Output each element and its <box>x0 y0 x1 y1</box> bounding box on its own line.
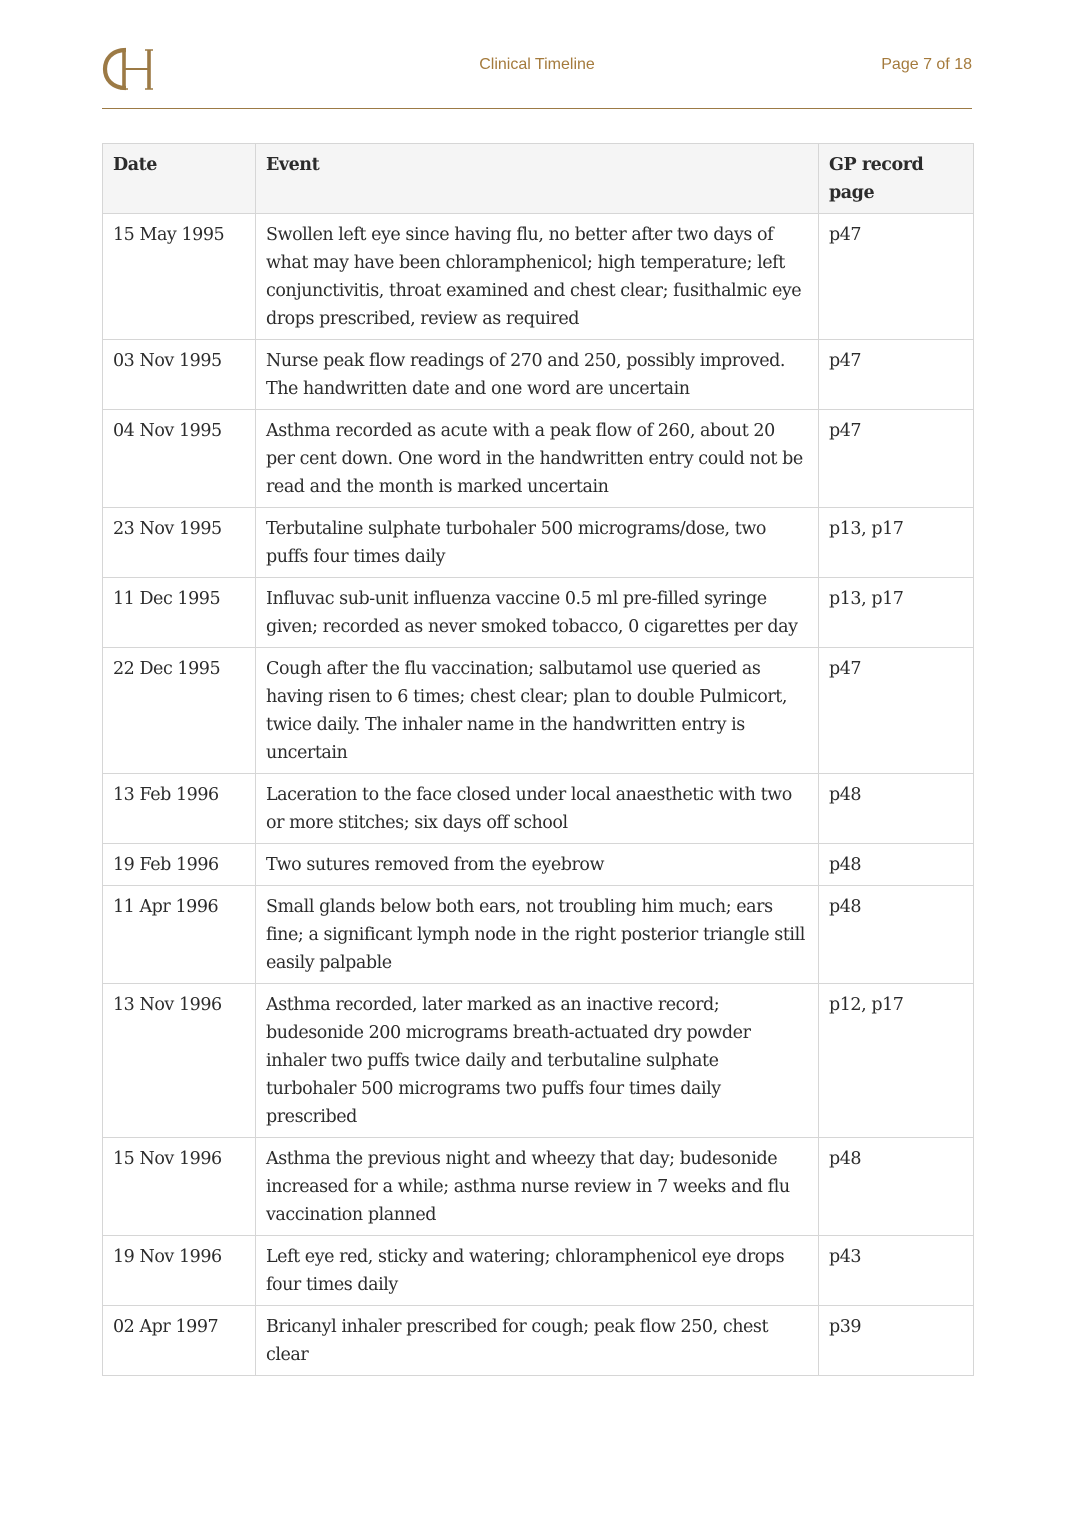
table-row <box>103 340 974 410</box>
cell-event: Two sutures removed from the eyebrow <box>256 844 819 886</box>
cell-event: Cough after the flu vaccination; salbutamol use queried as having risen to 6 times; chest clear; plan to double Pulmicort, twice daily. The inhaler name in the handwritten entry is uncertain <box>256 648 819 774</box>
cell-event: Left eye red, sticky and watering; chloramphenicol eye drops four times daily <box>256 1236 819 1306</box>
cell-gp-page: p48 <box>819 886 974 984</box>
table-row <box>103 1236 974 1306</box>
cell-date: 15 May 1995 <box>103 214 256 340</box>
cell-event: Asthma recorded as acute with a peak flow of 260, about 20 per cent down. One word in the handwritten entry could not be read and the month is marked uncertain <box>256 410 819 508</box>
cell-event: Laceration to the face closed under local anaesthetic with two or more stitches; six days off school <box>256 774 819 844</box>
table-row <box>103 886 974 984</box>
table-row <box>103 774 974 844</box>
cell-date: 11 Dec 1995 <box>103 578 256 648</box>
cell-gp-page: p47 <box>819 648 974 774</box>
cell-gp-page: p13, p17 <box>819 508 974 578</box>
cell-gp-page: p13, p17 <box>819 578 974 648</box>
table-row <box>103 410 974 508</box>
cell-gp-page: p12, p17 <box>819 984 974 1138</box>
table-row <box>103 508 974 578</box>
cell-gp-page: p47 <box>819 340 974 410</box>
page-number: Page 7 of 18 <box>881 56 972 73</box>
cell-gp-page: p48 <box>819 774 974 844</box>
cell-date: 11 Apr 1996 <box>103 886 256 984</box>
table-row <box>103 1306 974 1376</box>
table-header-row <box>103 144 974 214</box>
page-header <box>102 0 972 109</box>
cell-event: Nurse peak flow readings of 270 and 250, possibly improved. The handwritten date and one word are uncertain <box>256 340 819 410</box>
cell-gp-page: p43 <box>819 1236 974 1306</box>
cell-event: Bricanyl inhaler prescribed for cough; peak flow 250, chest clear <box>256 1306 819 1376</box>
cell-gp-page: p48 <box>819 1138 974 1236</box>
document-title: Clinical Timeline <box>479 56 595 73</box>
cell-date: 03 Nov 1995 <box>103 340 256 410</box>
cell-date: 04 Nov 1995 <box>103 410 256 508</box>
cell-event: Small glands below both ears, not troubling him much; ears fine; a significant lymph node in the right posterior triangle still easily palpable <box>256 886 819 984</box>
cell-date: 19 Feb 1996 <box>103 844 256 886</box>
column-header-event: Event <box>256 144 819 214</box>
cell-date: 23 Nov 1995 <box>103 508 256 578</box>
cell-event: Terbutaline sulphate turbohaler 500 micrograms/dose, two puffs four times daily <box>256 508 819 578</box>
cell-date: 13 Feb 1996 <box>103 774 256 844</box>
cell-date: 02 Apr 1997 <box>103 1306 256 1376</box>
table-row <box>103 1138 974 1236</box>
cell-gp-page: p39 <box>819 1306 974 1376</box>
column-header-date: Date <box>103 144 256 214</box>
table-row <box>103 844 974 886</box>
table-row <box>103 214 974 340</box>
cell-gp-page: p48 <box>819 844 974 886</box>
cell-event: Asthma the previous night and wheezy that day; budesonide increased for a while; asthma nurse review in 7 weeks and flu vaccination planned <box>256 1138 819 1236</box>
table-row <box>103 578 974 648</box>
cell-gp-page: p47 <box>819 214 974 340</box>
cell-event: Asthma recorded, later marked as an inactive record; budesonide 200 micrograms breath-actuated dry powder inhaler two puffs twice daily and terbutaline sulphate turbohaler 500 micrograms two puffs four times daily prescribed <box>256 984 819 1138</box>
cell-event: Swollen left eye since having flu, no better after two days of what may have been chloramphenicol; high temperature; left conjunctivitis, throat examined and chest clear; fusithalmic eye drops prescribed, review as required <box>256 214 819 340</box>
cell-date: 19 Nov 1996 <box>103 1236 256 1306</box>
column-header-gp-page: GP record page <box>819 144 974 214</box>
cell-date: 13 Nov 1996 <box>103 984 256 1138</box>
clinical-timeline-table <box>102 143 974 1376</box>
cell-event: Influvac sub-unit influenza vaccine 0.5 ml pre-filled syringe given; recorded as never smoked tobacco, 0 cigarettes per day <box>256 578 819 648</box>
cell-date: 15 Nov 1996 <box>103 1138 256 1236</box>
cell-gp-page: p47 <box>819 410 974 508</box>
cell-date: 22 Dec 1995 <box>103 648 256 774</box>
table-row <box>103 648 974 774</box>
table-row <box>103 984 974 1138</box>
